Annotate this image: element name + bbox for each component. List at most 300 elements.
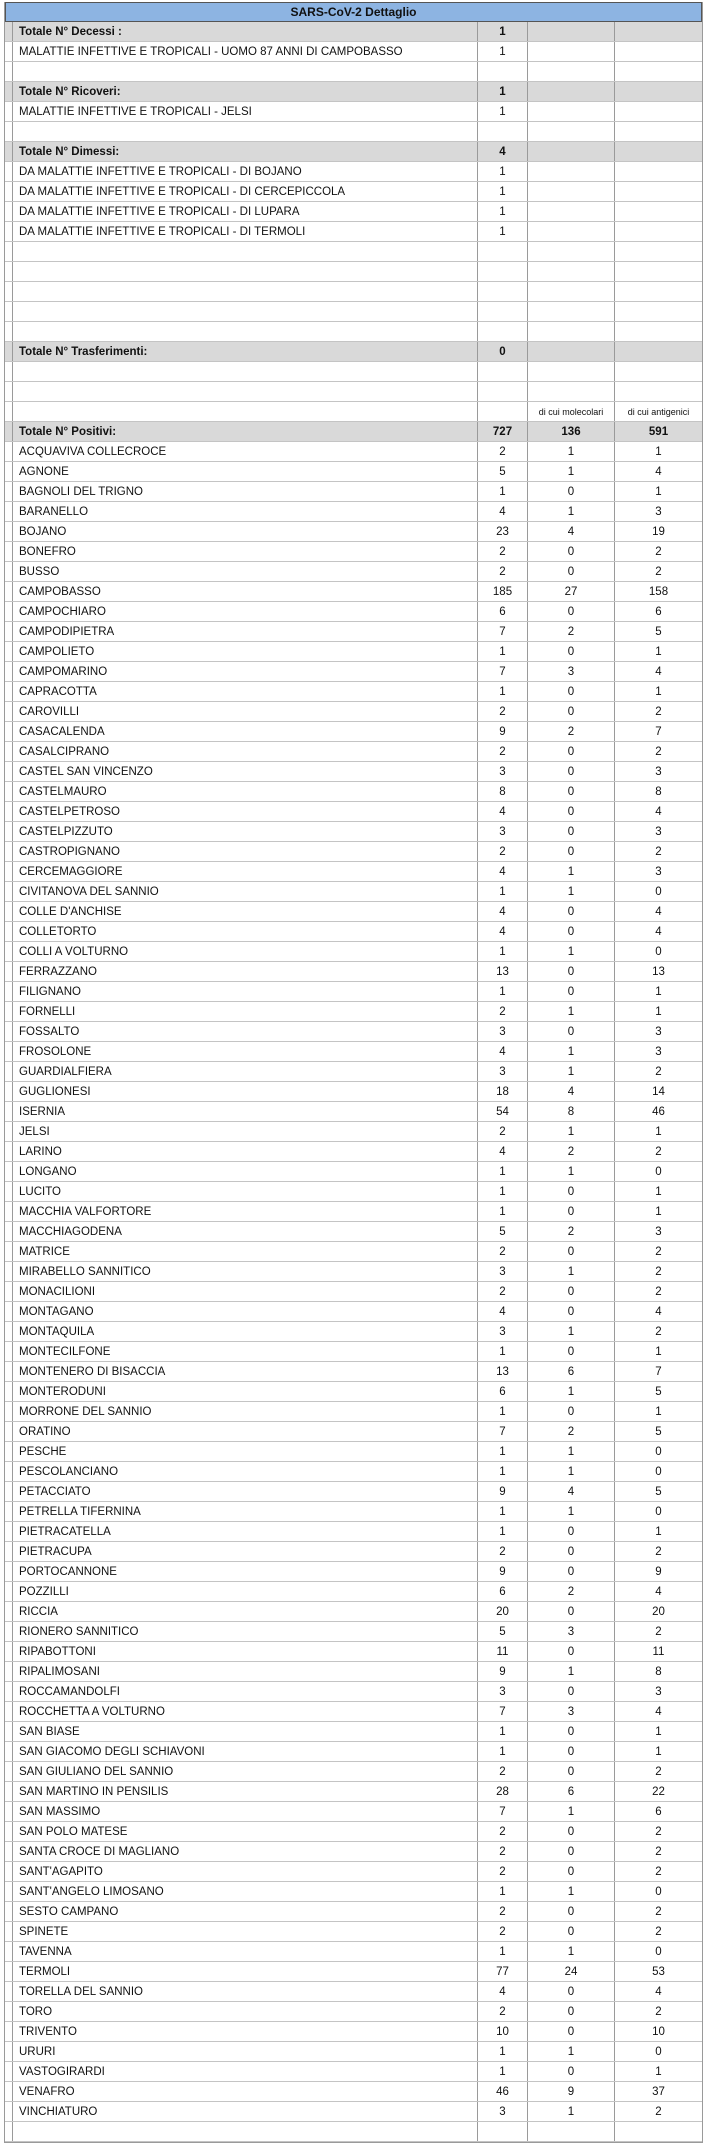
row-antigenici: 0 — [655, 1505, 662, 1518]
row-total: 3 — [478, 1322, 528, 1341]
row-margin-cell — [5, 1282, 13, 1301]
row-label: SANT'ANGELO LIMOSANO — [13, 1882, 478, 1901]
row-antigenici: 4 — [655, 805, 662, 818]
decessi-item — [5, 42, 702, 62]
row-label: MONTAGANO — [13, 1302, 478, 1321]
row-margin-cell — [5, 1202, 13, 1221]
row-antigenici — [615, 62, 702, 81]
row-label: CASTELPIZZUTO — [13, 822, 478, 841]
row-label: SANTA CROCE DI MAGLIANO — [13, 1842, 478, 1861]
row-margin-cell — [5, 422, 13, 441]
row-margin-cell — [5, 242, 13, 261]
row-molecolari — [528, 362, 615, 381]
row-molecolari: 1 — [528, 2102, 615, 2121]
row-margin-cell — [5, 1942, 13, 1961]
row-molecolari: 27 — [528, 582, 615, 601]
row-label: ROCCAMANDOLFI — [13, 1682, 478, 1701]
row-total: 9 — [478, 1662, 528, 1681]
comune-row — [5, 1322, 702, 1342]
row-label: PORTOCANNONE — [13, 1562, 478, 1581]
row-total: 4 — [478, 1302, 528, 1321]
covid-detail-sheet — [4, 2, 703, 2143]
row-margin-cell — [5, 1902, 13, 1921]
row-molecolari — [528, 342, 615, 361]
row-molecolari: 0 — [528, 822, 615, 841]
row-total: 7 — [478, 662, 528, 681]
row-label — [13, 262, 478, 281]
row-total: 9 — [478, 1562, 528, 1581]
comune-row — [5, 462, 702, 482]
row-total — [478, 122, 528, 141]
row-total: 2 — [478, 2002, 528, 2021]
row-label: FROSOLONE — [13, 1042, 478, 1061]
row-margin-cell — [5, 662, 13, 681]
row-molecolari: 1 — [528, 862, 615, 881]
row-total: 54 — [478, 1102, 528, 1121]
row-antigenici: 13 — [652, 965, 665, 978]
row-label: MALATTIE INFETTIVE E TROPICALI - UOMO 87 ANNI DI CAMPOBASSO — [13, 42, 478, 61]
row-total — [478, 282, 528, 301]
row-margin-cell — [5, 602, 13, 621]
row-antigenici: 3 — [655, 505, 662, 518]
row-molecolari: 0 — [528, 1682, 615, 1701]
row-antigenici: 2 — [655, 1625, 662, 1638]
row-molecolari: 0 — [528, 482, 615, 501]
row-total: 10 — [478, 2022, 528, 2041]
row-margin-cell — [5, 1782, 13, 1801]
row-total: 2 — [478, 542, 528, 561]
row-total: 4 — [478, 1142, 528, 1161]
row-margin-cell — [5, 582, 13, 601]
row-molecolari: 0 — [528, 1862, 615, 1881]
row-antigenici: 2 — [655, 1765, 662, 1778]
row-molecolari: 0 — [528, 2002, 615, 2021]
row-total: 18 — [478, 1082, 528, 1101]
row-margin-cell — [5, 442, 13, 461]
row-antigenici — [615, 202, 702, 221]
row-label: AGNONE — [13, 462, 478, 481]
row-label: MACCHIAGODENA — [13, 1222, 478, 1241]
row-molecolari — [528, 42, 615, 61]
row-total: 11 — [478, 1642, 528, 1661]
row-antigenici: 5 — [655, 1385, 662, 1398]
row-molecolari: 0 — [528, 1982, 615, 2001]
row-molecolari: 1 — [528, 1042, 615, 1061]
row-antigenici: 2 — [655, 1325, 662, 1338]
row-label: URURI — [13, 2042, 478, 2061]
row-molecolari: 3 — [528, 1702, 615, 1721]
row-molecolari: 0 — [528, 1902, 615, 1921]
row-total: 1 — [478, 642, 528, 661]
row-antigenici: 53 — [652, 1965, 665, 1978]
row-antigenici: 1 — [655, 445, 662, 458]
row-antigenici — [615, 122, 702, 141]
row-label: GUGLIONESI — [13, 1082, 478, 1101]
comune-row — [5, 1862, 702, 1882]
row-margin-cell — [5, 182, 13, 201]
row-label: JELSI — [13, 1122, 478, 1141]
row-total: 2 — [478, 1242, 528, 1261]
row-margin-cell — [5, 1462, 13, 1481]
row-antigenici: 1 — [655, 1725, 662, 1738]
row-label: TERMOLI — [13, 1962, 478, 1981]
comune-row — [5, 1422, 702, 1442]
row-margin-cell — [5, 1742, 13, 1761]
row-margin-cell — [5, 102, 13, 121]
comune-row — [5, 1362, 702, 1382]
row-molecolari: 1 — [528, 1162, 615, 1181]
row-molecolari: 0 — [528, 542, 615, 561]
row-total: 1 — [478, 1462, 528, 1481]
row-antigenici: 0 — [655, 1885, 662, 1898]
row-total: 3 — [478, 1062, 528, 1081]
row-antigenici: 3 — [655, 825, 662, 838]
row-molecolari — [528, 322, 615, 341]
row-molecolari: 0 — [528, 1822, 615, 1841]
row-molecolari: 4 — [528, 1082, 615, 1101]
row-margin-cell — [5, 282, 13, 301]
row-margin-cell — [5, 502, 13, 521]
comune-row — [5, 762, 702, 782]
row-margin-cell — [5, 922, 13, 941]
comune-row — [5, 942, 702, 962]
row-molecolari: 0 — [528, 782, 615, 801]
row-total: 4 — [478, 142, 528, 161]
row-total: 28 — [478, 1782, 528, 1801]
row-label: CAMPODIPIETRA — [13, 622, 478, 641]
row-molecolari — [528, 182, 615, 201]
row-total: 185 — [478, 582, 528, 601]
row-label: RIPABOTTONI — [13, 1642, 478, 1661]
row-label: CAMPOLIETO — [13, 642, 478, 661]
row-molecolari: 6 — [528, 1782, 615, 1801]
row-molecolari: 0 — [528, 802, 615, 821]
comune-row — [5, 1202, 702, 1222]
section-header-ricoveri — [5, 82, 702, 102]
row-antigenici: 10 — [652, 2025, 665, 2038]
row-label: COLLI A VOLTURNO — [13, 942, 478, 961]
sheet-body — [5, 22, 702, 2142]
row-label: CASTELPETROSO — [13, 802, 478, 821]
row-molecolari — [528, 82, 615, 101]
row-molecolari: 1 — [528, 1382, 615, 1401]
row-total: 1 — [478, 1742, 528, 1761]
row-total: 1 — [478, 1442, 528, 1461]
row-total: 3 — [478, 1262, 528, 1281]
comune-row — [5, 622, 702, 642]
row-total: 2 — [478, 1862, 528, 1881]
row-label: RIPALIMOSANI — [13, 1662, 478, 1681]
row-molecolari: 4 — [528, 1482, 615, 1501]
row-antigenici: 1 — [655, 1005, 662, 1018]
row-label: SAN MARTINO IN PENSILIS — [13, 1782, 478, 1801]
row-total: 1 — [478, 1502, 528, 1521]
row-antigenici: 2 — [655, 705, 662, 718]
row-total: 4 — [478, 1982, 528, 2001]
comune-row — [5, 1142, 702, 1162]
row-molecolari: 0 — [528, 1542, 615, 1561]
row-total: 1 — [478, 1722, 528, 1741]
row-antigenici — [615, 2122, 702, 2141]
comune-row — [5, 682, 702, 702]
row-label: MONACILIONI — [13, 1282, 478, 1301]
row-label: SANT'AGAPITO — [13, 1862, 478, 1881]
row-total: 20 — [478, 1602, 528, 1621]
row-antigenici: 5 — [655, 1425, 662, 1438]
row-antigenici: 4 — [655, 1585, 662, 1598]
row-label: CASTELMAURO — [13, 782, 478, 801]
row-total — [478, 362, 528, 381]
row-total: 3 — [478, 1682, 528, 1701]
row-label: MONTECILFONE — [13, 1342, 478, 1361]
comune-row — [5, 1502, 702, 1522]
comune-row — [5, 662, 702, 682]
row-label: CAMPOMARINO — [13, 662, 478, 681]
row-total: 1 — [478, 162, 528, 181]
row-molecolari: 0 — [528, 1742, 615, 1761]
row-antigenici: 4 — [655, 665, 662, 678]
row-label: CASTEL SAN VINCENZO — [13, 762, 478, 781]
row-margin-cell — [5, 1122, 13, 1141]
row-total: 2 — [478, 742, 528, 761]
row-antigenici: 2 — [655, 1545, 662, 1558]
row-total: 1 — [478, 2042, 528, 2061]
row-margin-cell — [5, 2102, 13, 2121]
comune-row — [5, 1962, 702, 1982]
row-margin-cell — [5, 2042, 13, 2061]
row-total: 0 — [478, 342, 528, 361]
row-margin-cell — [5, 262, 13, 281]
row-antigenici: 2 — [655, 2005, 662, 2018]
row-margin-cell — [5, 2062, 13, 2081]
row-margin-cell — [5, 302, 13, 321]
row-label: DA MALATTIE INFETTIVE E TROPICALI - DI LUPARA — [13, 202, 478, 221]
row-molecolari — [528, 282, 615, 301]
row-label: MONTENERO DI BISACCIA — [13, 1362, 478, 1381]
row-margin-cell — [5, 702, 13, 721]
comune-row — [5, 2022, 702, 2042]
row-total: 2 — [478, 1762, 528, 1781]
row-margin-cell — [5, 802, 13, 821]
row-molecolari: 1 — [528, 1322, 615, 1341]
row-molecolari — [528, 162, 615, 181]
row-margin-cell — [5, 1442, 13, 1461]
row-antigenici: 0 — [655, 885, 662, 898]
row-molecolari — [528, 262, 615, 281]
row-antigenici — [615, 142, 702, 161]
row-total: 2 — [478, 1282, 528, 1301]
row-total: 1 — [478, 1182, 528, 1201]
row-margin-cell — [5, 742, 13, 761]
comune-row — [5, 482, 702, 502]
comune-row — [5, 1102, 702, 1122]
row-total: 7 — [478, 1702, 528, 1721]
row-margin-cell — [5, 482, 13, 501]
dimessi-item — [5, 182, 702, 202]
row-antigenici: 591 — [648, 425, 669, 438]
comune-row — [5, 1462, 702, 1482]
row-molecolari: 1 — [528, 442, 615, 461]
row-total: 8 — [478, 782, 528, 801]
row-label: CAPRACOTTA — [13, 682, 478, 701]
row-total: 2 — [478, 562, 528, 581]
row-label: SAN POLO MATESE — [13, 1822, 478, 1841]
row-margin-cell — [5, 1182, 13, 1201]
comune-row — [5, 1182, 702, 1202]
row-total: 3 — [478, 1022, 528, 1041]
comune-row — [5, 1082, 702, 1102]
row-total: 2 — [478, 1902, 528, 1921]
comune-row — [5, 1342, 702, 1362]
row-molecolari: 0 — [528, 682, 615, 701]
comune-row — [5, 1882, 702, 1902]
row-label — [13, 382, 478, 401]
row-molecolari: 1 — [528, 1942, 615, 1961]
row-margin-cell — [5, 682, 13, 701]
row-antigenici: 14 — [652, 1085, 665, 1098]
row-label: CERCEMAGGIORE — [13, 862, 478, 881]
row-antigenici: 6 — [655, 1805, 662, 1818]
row-molecolari: 1 — [528, 1662, 615, 1681]
row-label: VASTOGIRARDI — [13, 2062, 478, 2081]
row-total: 1 — [478, 42, 528, 61]
comune-row — [5, 1242, 702, 1262]
row-label: SPINETE — [13, 1922, 478, 1941]
comune-row — [5, 782, 702, 802]
row-margin-cell — [5, 362, 13, 381]
row-label: BOJANO — [13, 522, 478, 541]
section-header-positivi — [5, 422, 702, 442]
row-antigenici: 0 — [655, 945, 662, 958]
row-antigenici: 11 — [652, 1645, 665, 1658]
row-label: MALATTIE INFETTIVE E TROPICALI - JELSI — [13, 102, 478, 121]
row-molecolari: 0 — [528, 1562, 615, 1581]
row-molecolari: 1 — [528, 2042, 615, 2061]
comune-row — [5, 1842, 702, 1862]
row-antigenici: 2 — [655, 1245, 662, 1258]
row-antigenici — [615, 162, 702, 181]
row-label: FORNELLI — [13, 1002, 478, 1021]
comune-row — [5, 2082, 702, 2102]
comune-row — [5, 842, 702, 862]
row-margin-cell — [5, 202, 13, 221]
row-molecolari: 1 — [528, 882, 615, 901]
row-label: DA MALATTIE INFETTIVE E TROPICALI - DI CERCEPICCOLA — [13, 182, 478, 201]
row-total: 1 — [478, 1342, 528, 1361]
row-margin-cell — [5, 842, 13, 861]
row-margin-cell — [5, 1882, 13, 1901]
row-label — [13, 242, 478, 261]
comune-row — [5, 1782, 702, 1802]
row-molecolari: 8 — [528, 1102, 615, 1121]
row-molecolari: 1 — [528, 1462, 615, 1481]
row-total: 1 — [478, 682, 528, 701]
row-margin-cell — [5, 62, 13, 81]
row-total: 77 — [478, 1962, 528, 1981]
comune-row — [5, 1642, 702, 1662]
row-antigenici: 3 — [655, 1045, 662, 1058]
row-margin-cell — [5, 1482, 13, 1501]
row-antigenici: 3 — [655, 865, 662, 878]
row-antigenici: 7 — [655, 725, 662, 738]
row-total: 1 — [478, 2062, 528, 2081]
row-molecolari: 0 — [528, 1642, 615, 1661]
comune-row — [5, 502, 702, 522]
row-label: MONTERODUNI — [13, 1382, 478, 1401]
row-margin-cell — [5, 1302, 13, 1321]
row-molecolari — [528, 202, 615, 221]
row-molecolari — [528, 222, 615, 241]
row-molecolari: 0 — [528, 1842, 615, 1861]
row-molecolari: 3 — [528, 662, 615, 681]
row-molecolari: 0 — [528, 742, 615, 761]
row-margin-cell — [5, 1542, 13, 1561]
row-margin-cell — [5, 162, 13, 181]
row-label: POZZILLI — [13, 1582, 478, 1601]
empty-row — [5, 322, 702, 342]
comune-row — [5, 922, 702, 942]
row-label: SESTO CAMPANO — [13, 1902, 478, 1921]
row-label: COLLE D'ANCHISE — [13, 902, 478, 921]
row-margin-cell — [5, 222, 13, 241]
row-total: 1 — [478, 1882, 528, 1901]
row-molecolari: 24 — [528, 1962, 615, 1981]
row-margin-cell — [5, 762, 13, 781]
row-antigenici: 0 — [655, 1465, 662, 1478]
row-antigenici: 22 — [652, 1785, 665, 1798]
row-antigenici: 2 — [655, 1845, 662, 1858]
row-total: 1 — [478, 82, 528, 101]
row-total: 46 — [478, 2082, 528, 2101]
row-molecolari: 0 — [528, 702, 615, 721]
row-antigenici: 2 — [655, 545, 662, 558]
section-header-trasferimenti — [5, 342, 702, 362]
row-margin-cell — [5, 382, 13, 401]
row-antigenici — [615, 82, 702, 101]
row-total: 1 — [478, 982, 528, 1001]
empty-row — [5, 382, 702, 402]
row-molecolari: 9 — [528, 2082, 615, 2101]
row-molecolari: 1 — [528, 1802, 615, 1821]
row-molecolari: 2 — [528, 1582, 615, 1601]
row-margin-cell — [5, 542, 13, 561]
row-label — [13, 302, 478, 321]
row-molecolari — [528, 242, 615, 261]
comune-row — [5, 1562, 702, 1582]
row-molecolari: 1 — [528, 1002, 615, 1021]
comune-row — [5, 1942, 702, 1962]
row-molecolari: 0 — [528, 2022, 615, 2041]
row-margin-cell — [5, 1102, 13, 1121]
row-margin-cell — [5, 402, 13, 421]
comune-row — [5, 582, 702, 602]
row-antigenici: 4 — [655, 1305, 662, 1318]
row-total: 1 — [478, 1522, 528, 1541]
comune-row — [5, 902, 702, 922]
row-total: 2 — [478, 702, 528, 721]
row-molecolari: 1 — [528, 502, 615, 521]
row-margin-cell — [5, 462, 13, 481]
row-label: FERRAZZANO — [13, 962, 478, 981]
row-margin-cell — [5, 1802, 13, 1821]
empty-row — [5, 282, 702, 302]
comune-row — [5, 742, 702, 762]
comune-row — [5, 1902, 702, 1922]
row-antigenici: 5 — [655, 1485, 662, 1498]
row-total: 727 — [478, 422, 528, 441]
row-label: CAROVILLI — [13, 702, 478, 721]
comune-row — [5, 1742, 702, 1762]
